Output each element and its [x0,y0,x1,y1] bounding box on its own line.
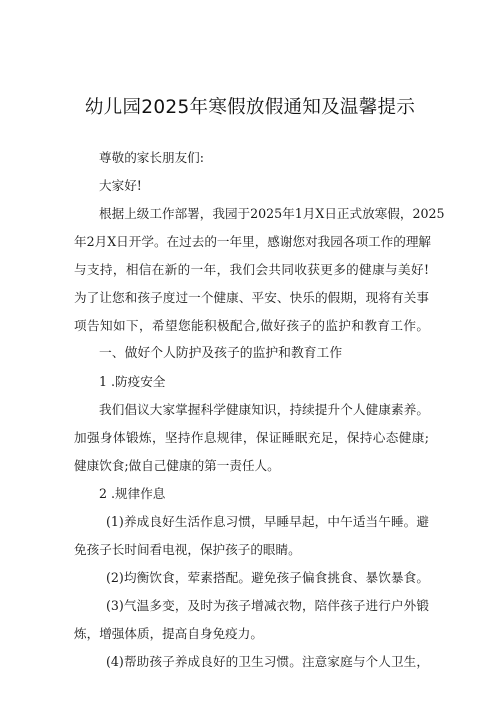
intro-line-2: 年2月X日开学。在过去的一年里，感谢您对我园各项工作的理解 [74,234,432,249]
subheading-epidemic-safety: 1 .防疫安全 [99,374,166,389]
item3-line-1: (3)气温多变，及时为孩子增减衣物，陪伴孩子进行户外锻 [106,598,429,613]
intro-line-5: 项告知如下，希望您能积极配合,做好孩子的监护和教育工作。 [74,318,429,333]
sub1-line-2: 加强身体锻炼，坚持作息规律，保证睡眠充足，保持心态健康; [74,430,429,445]
item4-line-1: (4)帮助孩子养成良好的卫生习惯。注意家庭与个人卫生， [106,654,429,669]
item3-line-2: 炼，增强体质，提高自身免疫力。 [74,626,263,641]
item1-line-2: 免孩子长时间看电视，保护孩子的眼睛。 [74,542,301,557]
document-title: 幼儿园2025年寒假放假通知及温馨提示 [84,97,416,118]
intro-line-4: 为了让您和孩子度过一个健康、平安、快乐的假期，现将有关事 [74,290,429,305]
sub1-line-1: 我们倡议大家掌握科学健康知识，持续提升个人健康素养。 [99,402,429,417]
section-heading-1: 一、做好个人防护及孩子的监护和教育工作 [99,346,343,361]
item1-line-1: (1)养成良好生活作息习惯，早睡早起，中午适当午睡。避 [106,514,429,529]
greeting: 大家好! [99,178,142,193]
intro-line-3: 与支持，相信在新的一年，我们会共同收获更多的健康与美好! [74,262,429,277]
item2-line-1: (2)均衡饮食，荤素搭配。避免孩子偏食挑食、暴饮暴食。 [106,570,429,585]
subheading-regular-routine: 2 .规律作息 [99,486,166,501]
sub1-line-3: 健康饮食;做自己健康的第一责任人。 [74,458,280,473]
intro-line-1: 根据上级工作部署，我园于2025年1月X日正式放寒假，2025 [99,206,445,221]
salutation: 尊敬的家长朋友们: [99,150,204,165]
